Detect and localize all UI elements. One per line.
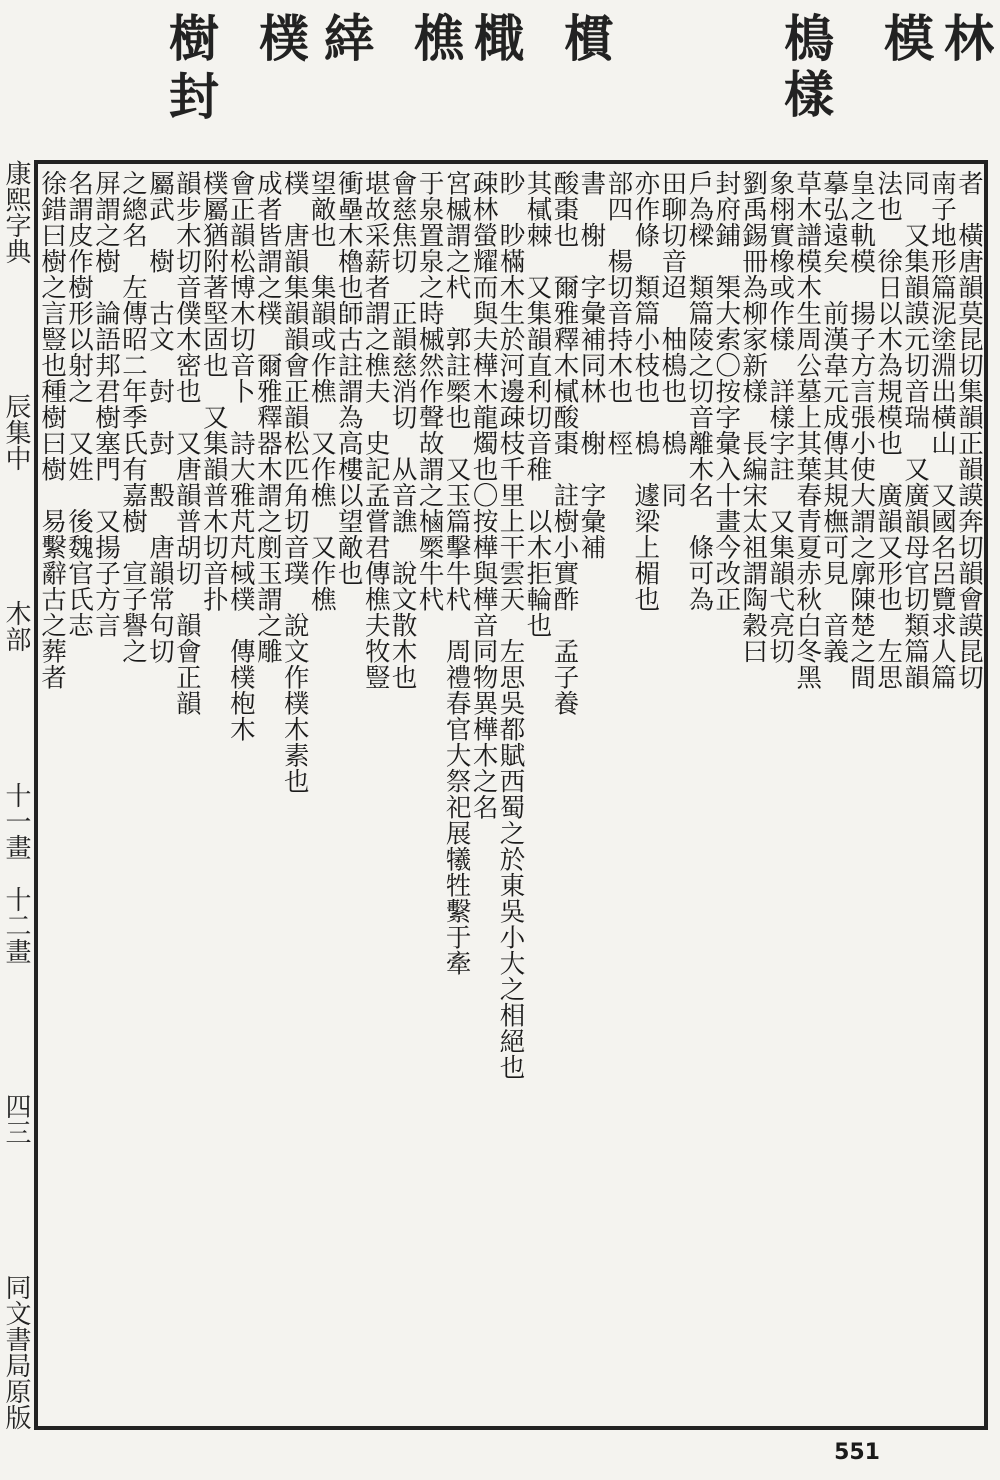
seal-glyph: 檝 bbox=[466, 12, 525, 64]
dictionary-column: 于泉置泉之時槭然作聲故謂之樐橜牛杙 bbox=[414, 170, 445, 612]
volume-section: 辰集中 bbox=[1, 393, 31, 472]
dictionary-column: 封府鋪 榘大索〇按字彙入十畫今改正 bbox=[711, 170, 742, 612]
dictionary-column: 摹弘遠矣 前漢韋元成傳其規橅可見 音義 bbox=[819, 170, 850, 664]
stroke-count: 十一畫 十二畫 bbox=[1, 781, 31, 964]
seal-glyph: 樹 bbox=[161, 12, 220, 64]
seal-glyph: 樌 bbox=[556, 12, 615, 64]
dictionary-column: 屬武 樹 古文 尌 尌 毄 唐韻常句切 bbox=[144, 170, 175, 664]
dictionary-column: 法也 徐日以木為規模也 廣韻又形也 左思 bbox=[873, 170, 904, 690]
dictionary-column: 望敵也 集韻或作樵 又作樵 又作樵 bbox=[306, 170, 337, 612]
dictionary-column: 疎林螢耀而與夫樺木龍燭也〇按樺與樺音同物異樺木之名 bbox=[468, 170, 499, 820]
dictionary-column: 屏謂之樹 論語邦君樹塞門 又揚子方言 bbox=[91, 170, 121, 638]
dictionary-column: 酸棗也 爾雅釋木樲酸棗 註樹小實酢 孟子養 bbox=[549, 170, 580, 716]
seal-glyph: 緈 bbox=[316, 12, 375, 64]
dictionary-column: 會正韻松博木切音卜 詩大雅芃芃棫樸 傳樸枹木 bbox=[225, 170, 256, 742]
dictionary-column: 樸屬猶附著堅固也 又集韻普木切音扑 bbox=[198, 170, 229, 612]
seal-character-header bbox=[0, 8, 1000, 158]
dictionary-column: 戶為樑 類篇陵之切音離木名 條可為 bbox=[684, 170, 715, 612]
dictionary-column: 同 又集韻謨元切音瑞 又廣韻母官切類篇韻 bbox=[900, 170, 931, 690]
dictionary-column: 之總名 左傳昭二年季氏有嘉樹 宣子譽之 bbox=[117, 170, 148, 664]
seal-glyph: 樵 bbox=[406, 12, 465, 64]
sheet-number: 四三 bbox=[1, 1092, 31, 1145]
seal-glyph: 封 bbox=[161, 70, 220, 122]
dictionary-column: 其樲棘 又集韻直利切音稚 以木拒輪也 bbox=[522, 170, 553, 638]
dictionary-column: 部四 楊切音持木也 桱 bbox=[603, 170, 634, 456]
dictionary-column: 眇 眇樠木生於河邊疎枝千里上干雲天 左思吳都賦西蜀之於東吳小大之相絕也 bbox=[495, 170, 526, 1080]
publisher: 同文書局原版 bbox=[1, 1273, 31, 1430]
dictionary-column: 象栩實橡或作樣 詳樣字註 又集韻弋亮切 bbox=[765, 170, 796, 664]
dictionary-column: 會慈焦切 正韻慈消切 从音譙 說文散木也 bbox=[387, 170, 418, 690]
seal-glyph: 樸 bbox=[251, 12, 310, 64]
dictionary-columns bbox=[37, 170, 984, 1420]
dictionary-column: 書 榭 字彙補同林 榭 字彙補 bbox=[576, 170, 607, 560]
dictionary-column: 衝壘木櫓也師古註謂為高樓以望敵也 bbox=[333, 170, 364, 586]
seal-glyph: 樢 bbox=[776, 12, 835, 64]
seal-glyph: 樣 bbox=[776, 68, 835, 120]
dictionary-column: 劉禹錫冊為柳家新樣 長編宋太祖謂陶穀曰 bbox=[738, 170, 769, 664]
dictionary-column: 堪故采薪者謂之樵夫 史記孟嘗君傳樵夫牧豎 bbox=[360, 170, 391, 690]
dictionary-column: 田聊切音迢 柚樢也 樢 同 bbox=[657, 170, 688, 508]
dictionary-column: 韻步木切音僕木密也 又唐韻普胡切 韻會正韻 bbox=[171, 170, 202, 716]
dictionary-column: 皇之軌模 揚子方言張小使大謂之廓陳楚之間 bbox=[846, 170, 877, 690]
seal-glyph: 林 bbox=[936, 12, 995, 64]
spine-margin bbox=[0, 160, 32, 1430]
radical-label: 木部 bbox=[1, 600, 31, 653]
dictionary-column: 亦作條 類篇小枝也 樢 遽梁上楣也 bbox=[630, 170, 661, 612]
page-number: 551 bbox=[834, 1440, 880, 1465]
dictionary-column: 成者皆謂之樸 爾雅釋器木謂之剫玉謂之雕 bbox=[252, 170, 283, 664]
dictionary-column: 樸 唐韻集韻韻會正韻松匹角切音璞 說文作樸木素也 bbox=[279, 170, 310, 794]
book-title: 康熙字典 bbox=[1, 160, 31, 264]
seal-glyph: 模 bbox=[876, 12, 935, 64]
dictionary-column: 名謂皮作樹形以射之 又姓 後魏官氏志 bbox=[64, 170, 95, 638]
dictionary-column: 南子地形篇泥塗淵出橫山 又國名呂覽求人篇 bbox=[927, 170, 958, 690]
dictionary-column: 徐錯曰樹之言豎也種樹曰樹 易繫辭古之葬者 bbox=[37, 170, 68, 690]
dictionary-column: 者 橫唐韻莫昆切集韻正韻謨奔切韻會謨昆切 bbox=[954, 170, 984, 690]
dictionary-column: 草木譜模木生周公墓上其葉春青夏赤秋白冬黑 bbox=[792, 170, 823, 690]
dictionary-column: 宮槭謂之杙 郭註橜也 又玉篇擊牛杙 周禮春官大祭祀展犧牲繫于牽 bbox=[441, 170, 472, 976]
